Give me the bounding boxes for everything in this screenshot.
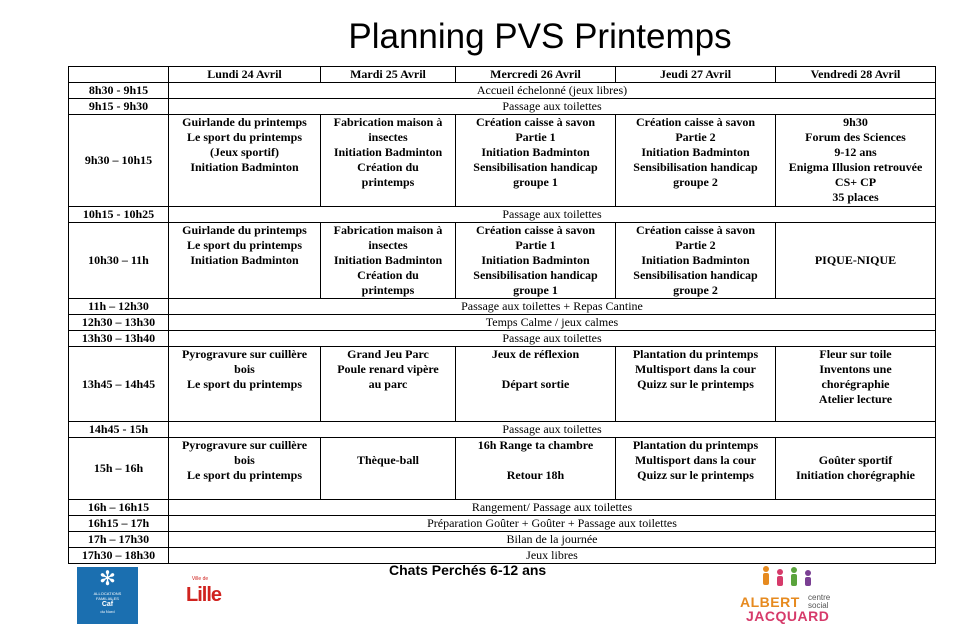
- activity-line: groupe 2: [673, 175, 718, 189]
- activity-line: Atelier lecture: [818, 392, 893, 406]
- activity-line: Initiation chorégraphie: [796, 468, 915, 482]
- centre-name-1: ALBERT: [740, 594, 800, 610]
- caf-logo-line4: du Nord: [100, 609, 115, 614]
- header-row: [69, 67, 936, 83]
- activity-line: Quizz sur le printemps: [637, 377, 754, 391]
- activity-cell: [776, 223, 936, 299]
- activity-line: Inventons une: [819, 362, 892, 376]
- activity-line: Départ sortie: [501, 377, 570, 391]
- schedule-body: [69, 83, 936, 564]
- activity-line: bois: [234, 362, 255, 376]
- activity-line: printemps: [361, 283, 415, 297]
- activity-line: Forum des Sciences: [805, 130, 906, 144]
- snowflake-icon: ✻: [99, 568, 116, 590]
- page-title: Planning PVS Printemps: [348, 17, 732, 56]
- centre-label-1: centre: [808, 593, 831, 602]
- activity-line: Fabrication maison à: [333, 223, 443, 237]
- activity-cell: [169, 115, 321, 207]
- shared-activity: Jeux libres: [169, 548, 936, 564]
- shared-activity: Passage aux toilettes: [169, 331, 936, 347]
- activity-cell: [321, 223, 456, 299]
- activity-line: groupe 1: [513, 175, 558, 189]
- table-row: [69, 223, 936, 299]
- header-time-cell: [69, 67, 169, 83]
- time-slot: 11h – 12h30: [69, 299, 169, 315]
- header-day-thursday: Jeudi 27 Avril: [616, 67, 776, 83]
- table-row: [69, 438, 936, 500]
- time-slot: 10h30 – 11h: [69, 223, 169, 299]
- activity-line: Initiation Badminton: [190, 253, 299, 267]
- shared-activity: Bilan de la journée: [169, 532, 936, 548]
- time-slot: 10h15 - 10h25: [69, 207, 169, 223]
- activity-line: Initiation Badminton: [481, 253, 590, 267]
- activity-line: Thèque-ball: [356, 453, 419, 467]
- time-slot: 9h15 - 9h30: [69, 99, 169, 115]
- time-slot: 13h45 – 14h45: [69, 347, 169, 422]
- activity-cell: [169, 223, 321, 299]
- table-row: [69, 532, 936, 548]
- header-day-monday: Lundi 24 Avril: [169, 67, 321, 83]
- activity-line: PIQUE-NIQUE: [814, 253, 897, 267]
- schedule-table: [68, 66, 936, 564]
- shared-activity: Passage aux toilettes: [169, 99, 936, 115]
- shared-activity: Préparation Goûter + Goûter + Passage aux toilettes: [169, 516, 936, 532]
- activity-line: CS+ CP: [834, 175, 877, 189]
- activity-line: Pyrogravure sur cuillère: [181, 438, 308, 452]
- lille-logo-small: Ville de: [191, 576, 209, 582]
- activity-line: Goûter sportif: [818, 453, 893, 467]
- activity-line: Création du: [357, 160, 419, 174]
- caf-logo-line1: ALLOCATIONS: [93, 591, 122, 596]
- activity-line: bois: [234, 453, 255, 467]
- table-row: [69, 207, 936, 223]
- activity-line: Création caisse à savon: [476, 115, 595, 129]
- activity-line: Enigma Illusion retrouvée: [788, 160, 923, 174]
- caf-logo: [77, 567, 138, 624]
- activity-cell: [321, 347, 456, 422]
- activity-line: Sensibilisation handicap: [633, 160, 758, 174]
- shared-activity: Temps Calme / jeux calmes: [169, 315, 936, 331]
- table-row: [69, 422, 936, 438]
- activity-cell: [776, 438, 936, 500]
- time-slot: 16h15 – 17h: [69, 516, 169, 532]
- caf-logo-line2: FAMILIALES: [96, 596, 119, 601]
- activity-line: Poule renard vipère: [337, 362, 439, 376]
- albert-jacquard-logo: [736, 564, 831, 626]
- activity-line: Création caisse à savon: [636, 115, 755, 129]
- shared-activity: Accueil échelonné (jeux libres): [169, 83, 936, 99]
- table-row: [69, 99, 936, 115]
- activity-line: Jeux de réflexion: [491, 347, 580, 361]
- activity-line: insectes: [368, 130, 408, 144]
- activity-line: Le sport du printemps: [186, 130, 302, 144]
- activity-line: Création du: [357, 268, 419, 282]
- table-row: [69, 516, 936, 532]
- activity-cell: [169, 347, 321, 422]
- activity-line: Création caisse à savon: [636, 223, 755, 237]
- activity-line: Initiation Badminton: [641, 145, 750, 159]
- activity-line: Le sport du printemps: [186, 468, 302, 482]
- activity-line: Initiation Badminton: [641, 253, 750, 267]
- activity-line: (Jeux sportif): [210, 145, 279, 159]
- activity-line: groupe 2: [673, 283, 718, 297]
- activity-cell: [616, 223, 776, 299]
- activity-line: Initiation Badminton: [333, 253, 443, 267]
- activity-cell: [456, 115, 616, 207]
- activity-line: Partie 1: [515, 130, 556, 144]
- centre-label-2: social: [808, 601, 829, 610]
- time-slot: 13h30 – 13h40: [69, 331, 169, 347]
- activity-line: [458, 362, 613, 377]
- table-row: [69, 315, 936, 331]
- activity-line: Partie 2: [675, 238, 716, 252]
- activity-line: Sensibilisation handicap: [633, 268, 758, 282]
- activity-line: printemps: [361, 175, 415, 189]
- activity-line: Le sport du printemps: [186, 377, 302, 391]
- time-slot: 16h – 16h15: [69, 500, 169, 516]
- activity-line: [458, 453, 613, 468]
- activity-line: chorégraphie: [821, 377, 890, 391]
- header-day-wednesday: Mercredi 26 Avril: [456, 67, 616, 83]
- table-row: [69, 500, 936, 516]
- activity-line: Partie 1: [515, 238, 556, 252]
- activity-line: Guirlande du printemps: [182, 223, 307, 237]
- time-slot: 14h45 - 15h: [69, 422, 169, 438]
- activity-line: Multisport dans la cour: [634, 453, 756, 467]
- activity-line: 9-12 ans: [834, 145, 877, 159]
- activity-cell: [616, 115, 776, 207]
- header-day-friday: Vendredi 28 Avril: [776, 67, 936, 83]
- table-row: [69, 331, 936, 347]
- shared-activity: Passage aux toilettes + Repas Cantine: [169, 299, 936, 315]
- activity-cell: [456, 223, 616, 299]
- activity-line: [778, 438, 933, 453]
- activity-cell: [616, 347, 776, 422]
- caf-logo-line3: Caf: [101, 601, 114, 608]
- activity-line: Initiation Badminton: [333, 145, 443, 159]
- shared-activity: Rangement/ Passage aux toilettes: [169, 500, 936, 516]
- time-slot: 17h – 17h30: [69, 532, 169, 548]
- activity-line: insectes: [368, 238, 408, 252]
- activity-line: Le sport du printemps: [186, 238, 302, 252]
- activity-cell: [321, 115, 456, 207]
- activity-line: 9h30: [843, 115, 868, 129]
- activity-line: Fleur sur toile: [819, 347, 892, 361]
- activity-line: 16h Range ta chambre: [477, 438, 594, 452]
- table-row: [69, 83, 936, 99]
- activity-line: Initiation Badminton: [481, 145, 590, 159]
- activity-cell: [456, 347, 616, 422]
- activity-line: Pyrogravure sur cuillère: [181, 347, 308, 361]
- activity-line: Grand Jeu Parc: [347, 347, 429, 361]
- family-figures-icon: [758, 564, 818, 594]
- lille-logo-big: Lille: [186, 584, 222, 606]
- table-row: [69, 115, 936, 207]
- activity-line: Plantation du printemps: [632, 438, 759, 452]
- activity-line: [323, 438, 453, 453]
- header-day-tuesday: Mardi 25 Avril: [321, 67, 456, 83]
- activity-line: Multisport dans la cour: [634, 362, 756, 376]
- activity-cell: [321, 438, 456, 500]
- activity-cell: [169, 438, 321, 500]
- activity-line: Quizz sur le printemps: [637, 468, 754, 482]
- activity-line: Sensibilisation handicap: [473, 268, 598, 282]
- activity-line: Guirlande du printemps: [182, 115, 307, 129]
- activity-line: 35 places: [832, 190, 879, 204]
- time-slot: 17h30 – 18h30: [69, 548, 169, 564]
- table-row: [69, 299, 936, 315]
- activity-line: groupe 1: [513, 283, 558, 297]
- centre-name-2: JACQUARD: [746, 608, 830, 624]
- lille-logo: [186, 576, 222, 616]
- table-row: [69, 347, 936, 422]
- activity-cell: [776, 347, 936, 422]
- shared-activity: Passage aux toilettes: [169, 207, 936, 223]
- time-slot: 9h30 – 10h15: [69, 115, 169, 207]
- activity-line: Plantation du printemps: [632, 347, 759, 361]
- activity-line: Retour 18h: [506, 468, 565, 482]
- activity-cell: [776, 115, 936, 207]
- time-slot: 15h – 16h: [69, 438, 169, 500]
- activity-line: Fabrication maison à: [333, 115, 443, 129]
- time-slot: 8h30 - 9h15: [69, 83, 169, 99]
- activity-line: Initiation Badminton: [190, 160, 299, 174]
- activity-cell: [456, 438, 616, 500]
- activity-line: Création caisse à savon: [476, 223, 595, 237]
- activity-line: au parc: [368, 377, 408, 391]
- shared-activity: Passage aux toilettes: [169, 422, 936, 438]
- time-slot: 12h30 – 13h30: [69, 315, 169, 331]
- activity-line: Partie 2: [675, 130, 716, 144]
- activity-line: Sensibilisation handicap: [473, 160, 598, 174]
- subtitle: Chats Perchés 6-12 ans: [389, 562, 547, 578]
- activity-cell: [616, 438, 776, 500]
